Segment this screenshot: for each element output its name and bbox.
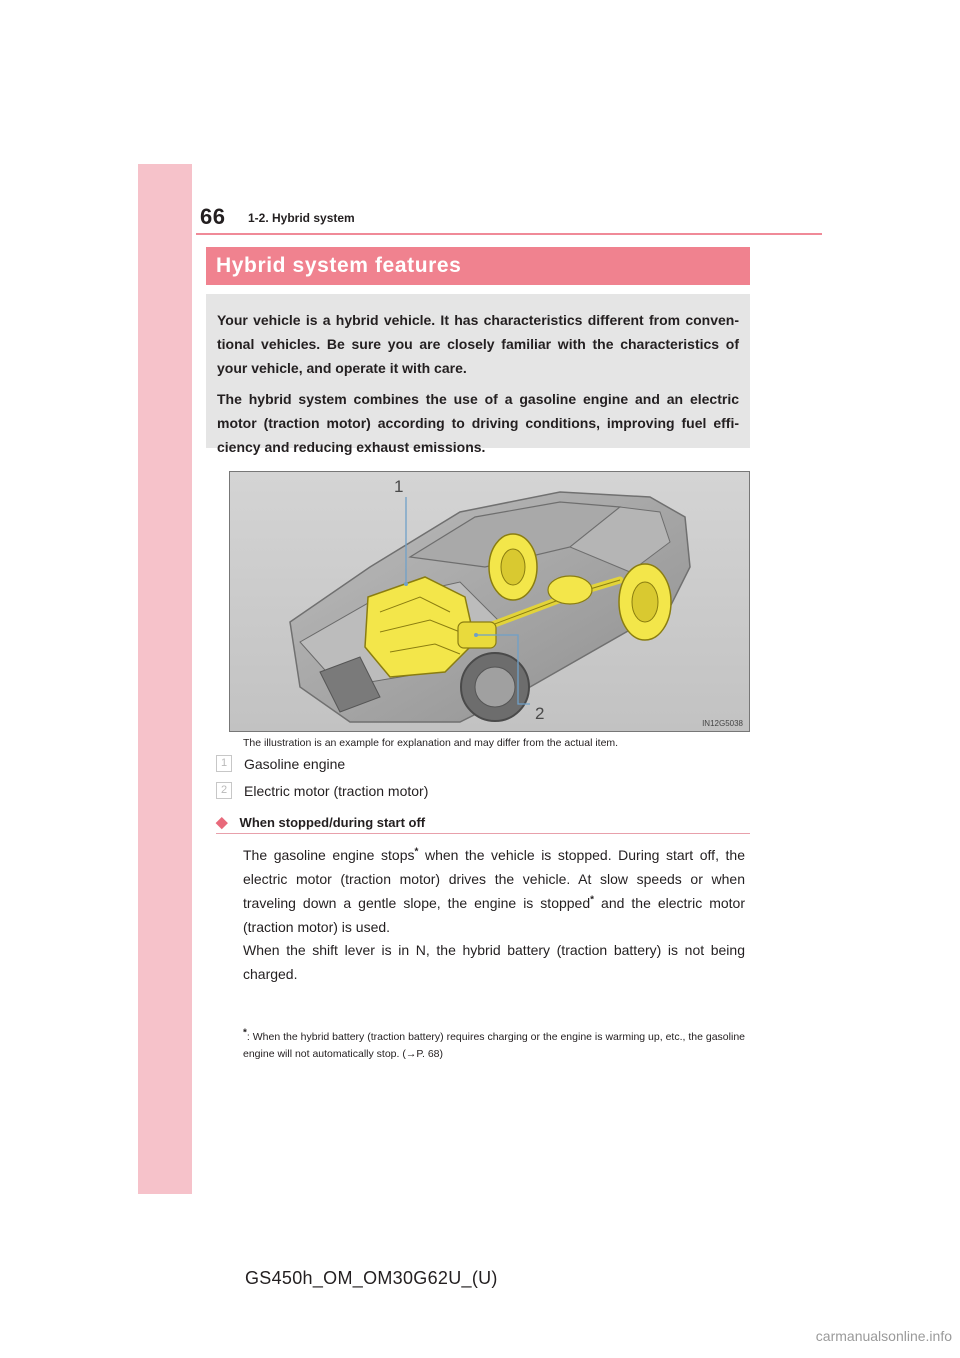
diamond-bullet-icon: ◆ <box>216 814 228 831</box>
section-title: 1-2. Hybrid system <box>248 211 355 225</box>
footnote-text: When the hybrid battery (traction battery) requires charging or the engine is warming up, etc., the gasoline engine will not automatically stop. (→P. 68) <box>243 1031 745 1060</box>
document-code: GS450h_OM_OM30G62U_(U) <box>245 1268 498 1288</box>
subsection-heading <box>216 813 425 831</box>
body-paragraph-2: When the shift lever is in N, the hybrid battery (traction battery) is not being charged. <box>243 942 745 982</box>
body-paragraph-1 <box>243 843 745 939</box>
footnote-colon: : <box>246 1031 250 1043</box>
item-number-badge: 1 <box>216 755 232 772</box>
component-label: Gasoline engine <box>244 755 346 772</box>
component-label: Electric motor (traction motor) <box>244 782 429 799</box>
illustration-caption: The illustration is an example for explanation and may differ from the actual item. <box>243 737 619 749</box>
asterisk-mark: * <box>414 846 419 858</box>
callout-1: 1 <box>394 477 404 496</box>
intro-paragraph-2: The hybrid system combines the use of a gasoline engine and an electric motor (traction motor) according to driving conditions, improving fuel effi-ciency and reducing exhaust emissions. <box>217 391 739 455</box>
intro-box <box>206 294 750 455</box>
header-divider <box>196 233 822 235</box>
footnote <box>243 1029 745 1063</box>
subsection-divider <box>216 833 750 834</box>
hybrid-car-illustration <box>229 471 750 732</box>
car-cutaway-drawing <box>230 472 750 732</box>
para1-part-c: and the electric motor (traction motor) is used. <box>243 895 745 935</box>
asterisk-mark: * <box>590 894 595 906</box>
para1-part-b: when the vehicle is stopped. During start off, the electric motor (traction motor) drives the vehicle. At slow speeds or when traveling down a gentle slope, the engine is stopped <box>243 847 745 911</box>
watermark: carmanualsonline.info <box>815 1328 952 1344</box>
component-item-motor <box>216 782 428 799</box>
illustration-code: IN12G5038 <box>702 719 743 728</box>
footnote-asterisk: * <box>243 1027 247 1039</box>
side-tab-strip <box>138 164 192 1194</box>
component-item-engine <box>216 755 345 772</box>
para1-part-a: The gasoline engine stops <box>243 847 415 863</box>
subsection-heading-text: When stopped/during start off <box>239 814 426 830</box>
callout-2: 2 <box>535 704 545 723</box>
intro-paragraph-1: Your vehicle is a hybrid vehicle. It has characteristics different from conven-tional vehicles. Be sure you are closely familiar with the characteristics of your vehicle, and operate it with care. <box>217 312 739 376</box>
page-number: 66 <box>200 204 226 229</box>
item-number-badge: 2 <box>216 782 232 799</box>
page-title: Hybrid system features <box>206 247 750 285</box>
